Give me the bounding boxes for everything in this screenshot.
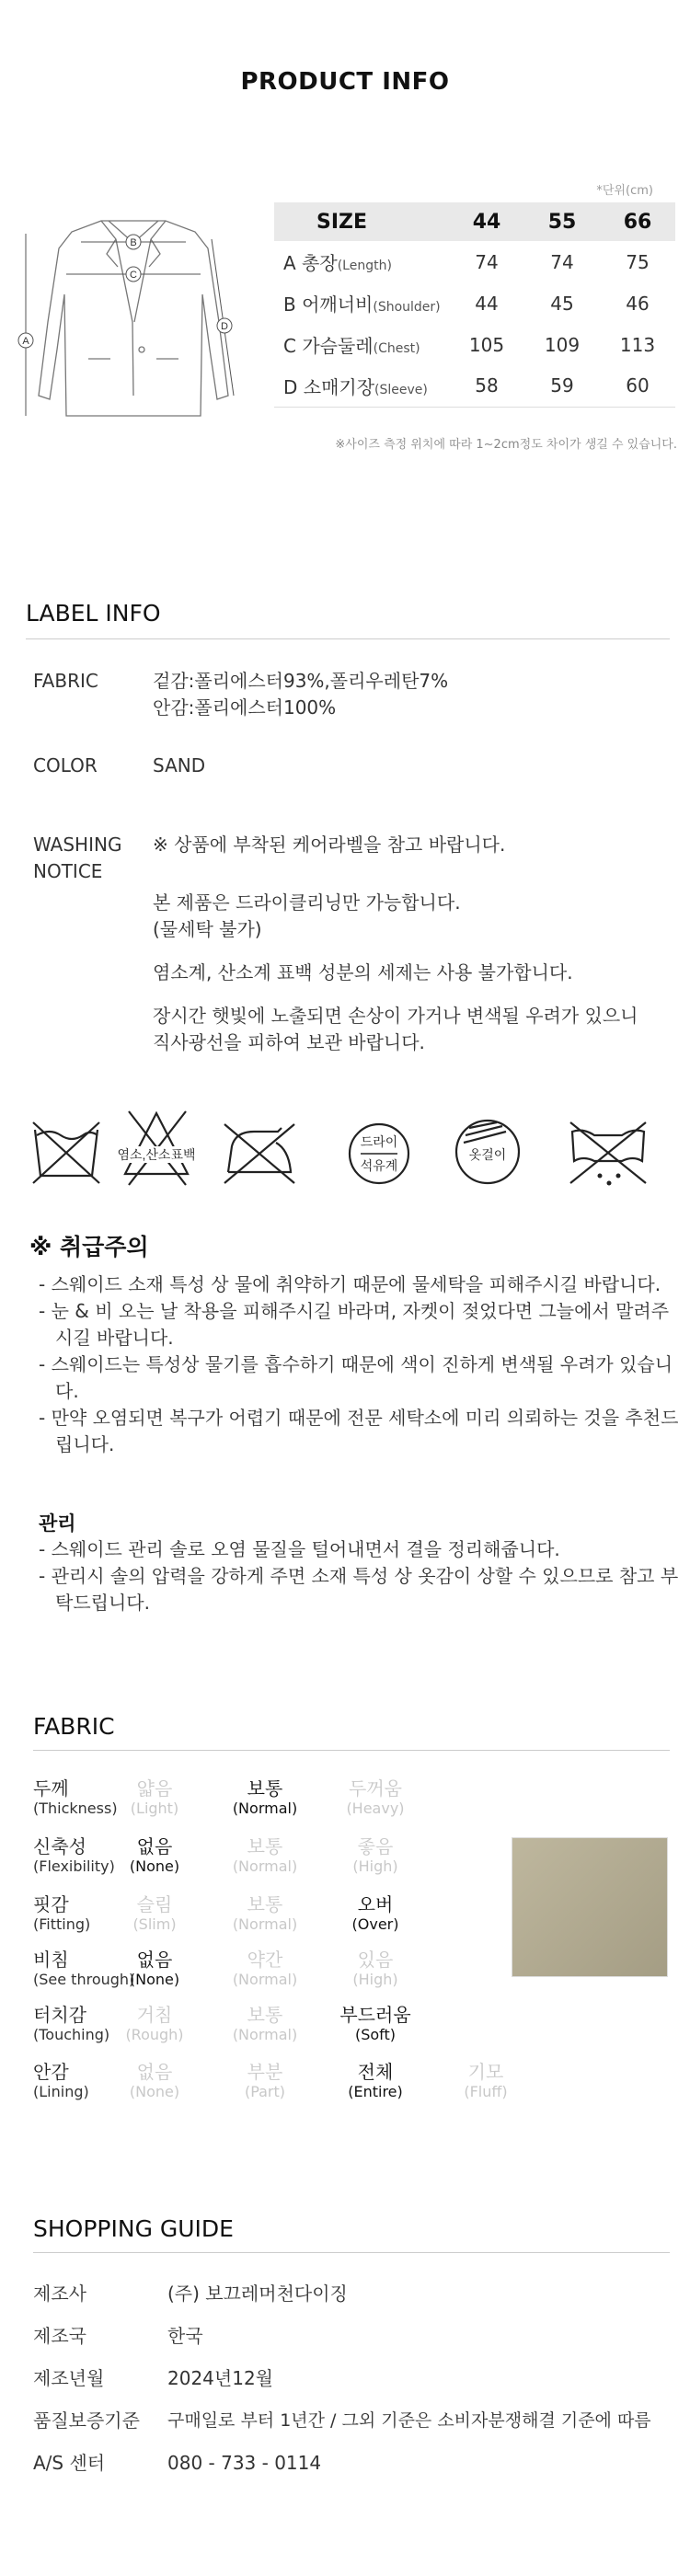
list-item: - 만약 오염되면 복구가 어렵기 때문에 전문 세탁소에 미리 의뢰하는 것을 추천드립니다. [39, 1407, 679, 1455]
no-bleach-text: 염소,산소표백 [117, 1147, 196, 1162]
table-cell: 60 [600, 365, 675, 407]
no-wring-icon [570, 1122, 646, 1186]
marker-b [81, 235, 186, 249]
fabric-option: 부드러움 (Soft) [339, 2004, 411, 2043]
hang-dry-text: 옷걸이 [468, 1147, 507, 1162]
fabric-attribute-name: 안감 (Lining) [33, 2061, 89, 2100]
no-iron-icon [224, 1124, 294, 1183]
table-row [274, 324, 675, 365]
fabric-option: 보통 (Normal) [232, 1835, 298, 1875]
list-item: - 스웨이드 소재 특성 상 물에 취약하기 때문에 물세탁을 피해주시길 바랍니다. [39, 1273, 661, 1295]
table-cell: 74 [475, 250, 499, 273]
hang-dry-icon [456, 1121, 519, 1183]
table-cell: 105 [468, 333, 505, 356]
fabric-option: 보통 (Normal) [232, 1777, 298, 1817]
fabric-option: 두꺼움 (Heavy) [346, 1777, 405, 1817]
size-table [274, 202, 675, 408]
label-info-title: LABEL INFO [26, 600, 161, 627]
table-row [274, 365, 675, 407]
row-label: C 가슴둘레(Chest) [283, 335, 420, 357]
table-cell: 44 [475, 292, 499, 315]
fabric-label: FABRIC [33, 670, 98, 692]
fabric-divider [33, 1750, 670, 1751]
fabric-row [33, 1835, 512, 1891]
fabric-option: 없음 (None) [129, 1949, 180, 1988]
list-item: - 스웨이드 관리 솔로 오염 물질을 털어내면서 결을 정리해줍니다. [39, 1538, 560, 1560]
fabric-row [33, 2004, 512, 2059]
marker-d [212, 239, 234, 396]
fabric-option: 좋음 (High) [352, 1835, 398, 1875]
table-cell: 45 [550, 292, 574, 315]
warranty-value: 구매일로 부터 1년간 / 그외 기준은 소비자분쟁해결 기준에 따름 [167, 2410, 651, 2431]
table-cell: 58 [449, 365, 524, 407]
care-list [39, 1536, 683, 1616]
marker-b-label: B [130, 237, 137, 248]
manufacturer-label: 제조사 [33, 2283, 86, 2305]
table-cell: 75 [626, 250, 650, 273]
manufacture-date-label: 제조년월 [33, 2367, 105, 2389]
country-value: 한국 [167, 2325, 203, 2347]
fabric-option: 오버 (Over) [351, 1893, 399, 1933]
size-66-header: 66 [600, 202, 675, 241]
care-title: 관리 [39, 1512, 76, 1535]
size-44-header: 44 [449, 202, 524, 241]
list-item: - 눈 & 비 오는 날 착용을 피해주시길 바라며, 자켓이 젖었다면 그늘에서 말려주시길 바랍니다. [39, 1300, 670, 1349]
size-measurement-note: ※사이즈 측정 위치에 따라 1~2cm정도 차이가 생길 수 있습니다. [335, 438, 677, 452]
country-label: 제조국 [33, 2325, 86, 2347]
washing-notice-label: WASHING NOTICE [33, 834, 122, 882]
product-info-title: PRODUCT INFO [240, 68, 450, 96]
fabric-option: 약간 (Normal) [232, 1949, 298, 1988]
list-item: - 스웨이드는 특성상 물기를 흡수하기 때문에 색이 진하게 변색될 우려가 있습니다. [39, 1353, 673, 1402]
shopping-guide-divider [33, 2252, 670, 2253]
fabric-attribute-name: 비침 (See through) [33, 1949, 135, 1988]
as-center-label: A/S 센터 [33, 2452, 106, 2474]
fabric-option: 얇음 (Light) [130, 1777, 179, 1817]
caution-list [39, 1271, 683, 1458]
manufacturer-value: (주) 보끄레머천다이징 [167, 2283, 348, 2305]
petroleum-text: 석유계 [360, 1158, 398, 1173]
dry-clean-text: 드라이 [360, 1134, 398, 1149]
fabric-row [33, 1893, 512, 1949]
fabric-value: 겉감:폴리에스터93%,폴리우레탄7% 안감:폴리에스터100% [153, 670, 449, 719]
fabric-row [33, 1777, 512, 1833]
fabric-row [33, 2061, 512, 2116]
fabric-attribute-name: 핏감 (Fitting) [33, 1893, 91, 1933]
fabric-attribute-name: 터치감 (Touching) [33, 2004, 110, 2043]
unit-note: *단위(cm) [596, 184, 653, 198]
fabric-option: 보통 (Normal) [232, 1893, 298, 1933]
color-value: SAND [153, 754, 206, 776]
fabric-option: 없음 (None) [129, 1835, 180, 1875]
color-label: COLOR [33, 754, 98, 776]
table-row [274, 241, 675, 282]
table-cell: 74 [550, 250, 574, 273]
fabric-swatch [512, 1837, 668, 1977]
row-label: B 어깨너비(Shoulder) [283, 293, 441, 316]
fabric-option: 없음 (None) [129, 2061, 180, 2100]
fabric-option: 있음 (High) [352, 1949, 398, 1988]
care-label-icons [28, 1095, 672, 1196]
fabric-option: 전체 (Entire) [348, 2061, 403, 2100]
fabric-option: 보통 (Normal) [232, 2004, 298, 2043]
marker-d-label: D [221, 321, 228, 332]
jacket-measurement-diagram [7, 212, 274, 432]
fabric-attribute-name: 두께 (Thickness) [33, 1777, 118, 1817]
no-wash-icon [33, 1122, 99, 1183]
dry-clean-icon [350, 1124, 408, 1183]
washing-notice-value: ※ 상품에 부착된 케어라벨을 참고 바랍니다. 본 제품은 드라이클리닝만 가능합니다. (물세탁 불가) 염소계, 산소계 표백 성분의 세제는 사용 불가합니다. 장시간 햇빛에 노출되면 손상이 가거나 변색될 우려가 있으니 직사광선을 피하여 보관 바랍니다. [153, 834, 638, 1053]
size-header: SIZE [274, 202, 449, 241]
table-cell: 113 [619, 333, 656, 356]
fabric-option: 기모 (Fluff) [464, 2061, 508, 2100]
table-cell: 59 [524, 365, 600, 407]
table-cell: 109 [544, 333, 581, 356]
table-row [274, 282, 675, 324]
fabric-row [33, 1949, 512, 2004]
list-item: - 관리시 솔의 압력을 강하게 주면 소재 특성 상 옷감이 상할 수 있으므로 참고 부탁드립니다. [39, 1565, 679, 1614]
table-cell: 46 [626, 292, 650, 315]
marker-a [18, 234, 33, 416]
as-center-value: 080 - 733 - 0114 [167, 2452, 322, 2474]
fabric-attribute-name: 신축성 (Flexibility) [33, 1835, 115, 1875]
size-55-header: 55 [524, 202, 600, 241]
fabric-option: 부분 (Part) [244, 2061, 286, 2100]
label-info-divider [26, 638, 670, 639]
size-table-header [274, 202, 675, 241]
manufacture-date-value: 2024년12월 [167, 2367, 273, 2389]
fabric-option: 거침 (Rough) [125, 2004, 184, 2043]
marker-a-label: A [22, 336, 29, 347]
caution-title: ※ 취급주의 [29, 1234, 149, 1260]
shopping-guide-title: SHOPPING GUIDE [33, 2215, 234, 2242]
no-bleach-icon [117, 1111, 195, 1185]
fabric-option: 슬림 (Slim) [132, 1893, 177, 1933]
fabric-section-title: FABRIC [33, 1713, 115, 1740]
warranty-label: 품질보증기준 [33, 2409, 140, 2432]
marker-c [66, 267, 201, 282]
row-label: D 소매기장(Sleeve) [274, 365, 449, 407]
marker-c-label: C [130, 270, 137, 281]
row-label: A 총장(Length) [283, 252, 392, 274]
